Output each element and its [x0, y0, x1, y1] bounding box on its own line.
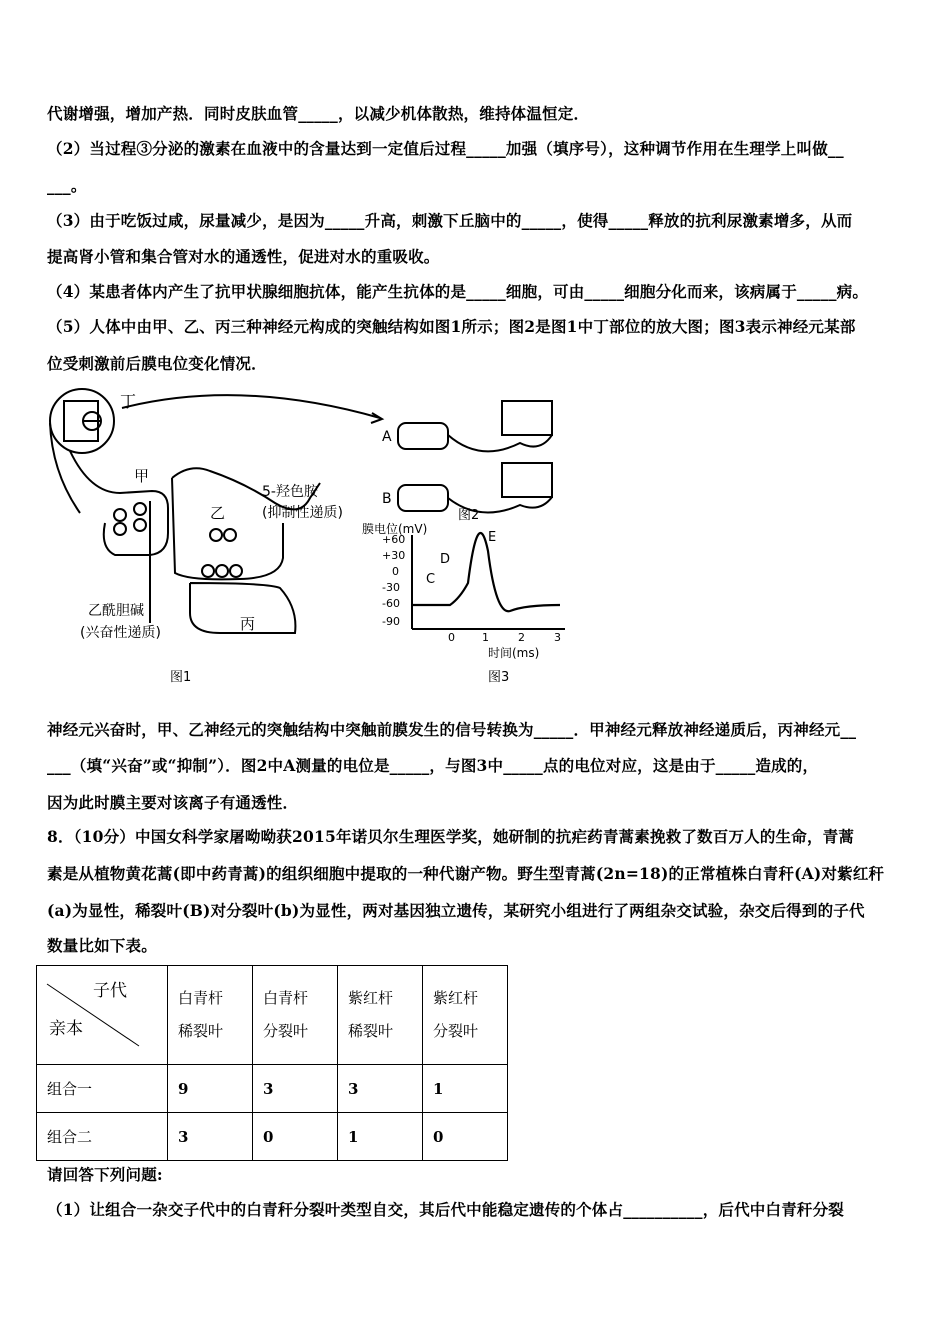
label-fig2: 图2: [458, 508, 480, 523]
xtick-2: 2: [518, 631, 525, 644]
ytick-4: -60: [382, 597, 400, 610]
table-row: [37, 1065, 508, 1113]
table-header-cell: [338, 966, 423, 1065]
line-7: （5）人体中由甲、乙、丙三种神经元构成的突触结构如图1所示；图2是图1中丁部位的放大图；图3表示神经元某部: [47, 317, 856, 336]
table-header-cell: [423, 966, 508, 1065]
header-text: 白青杆: [178, 989, 224, 1007]
table-row: [37, 1113, 508, 1161]
label-a: A: [382, 429, 392, 445]
point-e: E: [488, 530, 497, 545]
line-14: (a)为显性，稀裂叶(B)对分裂叶(b)为显性，两对基因独立遗传，某研究小组进行了两组杂交试验，杂交后得到的子代: [47, 901, 865, 920]
line-4: （3）由于吃饭过咸，尿量减少，是因为_____升高，刺激下丘脑中的_____，使得_____释放的抗利尿激素增多，从而: [47, 211, 853, 230]
label-ding: 丁: [120, 392, 137, 411]
connector-arrow: [122, 395, 380, 418]
label-serotonin-note: (抑制性递质): [262, 505, 343, 521]
label-b: B: [382, 491, 392, 507]
ytick-3: -30: [382, 581, 400, 594]
line-13: 素是从植物黄花蒿(即中药青蒿)的组织细胞中提取的一种代谢产物。野生型青蒿(2n=18)的正常植株白青秆(A)对紫红秆: [47, 864, 885, 883]
label-ach: 乙酰胆碱: [88, 603, 144, 619]
header-text: 分裂叶: [263, 1022, 309, 1040]
line-15: 数量比如下表。: [47, 936, 157, 955]
table-cell: 1: [338, 1113, 423, 1161]
line-17: （1）让组合一杂交子代中的白青秆分裂叶类型自交，其后代中能稳定遗传的个体占__________，后代中白青秆分裂: [47, 1200, 844, 1219]
line-8: 位受刺激前后膜电位变化情况．: [47, 354, 267, 373]
table-cell: 0: [253, 1113, 338, 1161]
xtick-3: 3: [554, 631, 561, 644]
line-3: ___。: [47, 176, 87, 195]
point-d: D: [440, 552, 451, 567]
line-10: ___（填“兴奋”或“抑制”）．图2中A测量的电位是_____，与图3中_____点的电位对应，这是由于_____造成的，: [47, 756, 819, 775]
table-header-row: [37, 966, 508, 1065]
header-text: 稀裂叶: [178, 1022, 224, 1040]
line-12: 8．（10分）中国女科学家屠呦呦获2015年诺贝尔生理医学奖，她研制的抗疟药青蒿素挽救了数百万人的生命，青蒿: [47, 827, 855, 846]
fig3-ylabel: 膜电位(mV): [362, 522, 428, 536]
fig2-b-meter: [502, 463, 552, 497]
table-cell: 9: [168, 1065, 253, 1113]
xtick-1: 1: [482, 631, 489, 644]
table-diag-cell: [37, 966, 168, 1065]
table-cell: 3: [253, 1065, 338, 1113]
header-text: 分裂叶: [433, 1022, 479, 1040]
table-cell: 0: [423, 1113, 508, 1161]
cross-result-table: [36, 965, 508, 1161]
label-serotonin: 5-羟色胺: [262, 484, 318, 500]
line-11: 因为此时膜主要对该离子有通透性．: [47, 793, 299, 812]
label-yi: 乙: [210, 504, 226, 522]
point-c: C: [426, 572, 436, 587]
jia-axon: [70, 451, 168, 555]
label-fig1: 图1: [170, 670, 192, 685]
header-text: 紫红杆: [433, 989, 479, 1007]
fig2-a-meter: [502, 401, 552, 435]
ytick-5: -90: [382, 615, 400, 628]
header-text: 紫红杆: [348, 989, 394, 1007]
fig3-xlabel: 时间(ms): [488, 646, 540, 660]
diag-top-label: 子代: [93, 981, 127, 1001]
line-1: 代谢增强，增加产热．同时皮肤血管_____，以减少机体散热，维持体温恒定．: [47, 104, 590, 123]
table-header-cell: [253, 966, 338, 1065]
label-ach-note: (兴奋性递质): [80, 625, 161, 641]
table-cell: 3: [168, 1113, 253, 1161]
label-jia: 甲: [134, 467, 150, 485]
line-16: 请回答下列问题:: [47, 1165, 163, 1184]
row-name: 组合一: [37, 1065, 168, 1113]
neuron-figure: [40, 383, 580, 688]
ytick-2: 0: [392, 565, 399, 578]
diag-bottom-label: 亲本: [49, 1019, 83, 1039]
ytick-1: +30: [382, 549, 406, 562]
header-text: 白青杆: [263, 989, 309, 1007]
line-2: （2）当过程③分泌的激素在血液中的含量达到一定值后过程_____加强（填序号），这种调节作用在生理学上叫做__: [47, 139, 844, 158]
label-fig3: 图3: [488, 670, 510, 685]
label-bing: 丙: [240, 615, 256, 633]
figure-svg: [40, 383, 580, 688]
fig2-a-axon: [398, 423, 448, 449]
xtick-0: 0: [448, 631, 455, 644]
table-cell: 1: [423, 1065, 508, 1113]
ytick-0: +60: [382, 533, 406, 546]
fig2-b-axon: [398, 485, 448, 511]
line-6: （4）某患者体内产生了抗甲状腺细胞抗体，能产生抗体的是_____细胞，可由_____细胞分化而来，该病属于_____病。: [47, 282, 869, 301]
row-name: 组合二: [37, 1113, 168, 1161]
header-text: 稀裂叶: [348, 1022, 394, 1040]
line-5: 提高肾小管和集合管对水的通透性，促进对水的重吸收。: [47, 247, 440, 266]
table-cell: 3: [338, 1065, 423, 1113]
line-9: 神经元兴奋时，甲、乙神经元的突触结构中突触前膜发生的信号转换为_____．甲神经元释放神经递质后，丙神经元__: [47, 720, 857, 739]
